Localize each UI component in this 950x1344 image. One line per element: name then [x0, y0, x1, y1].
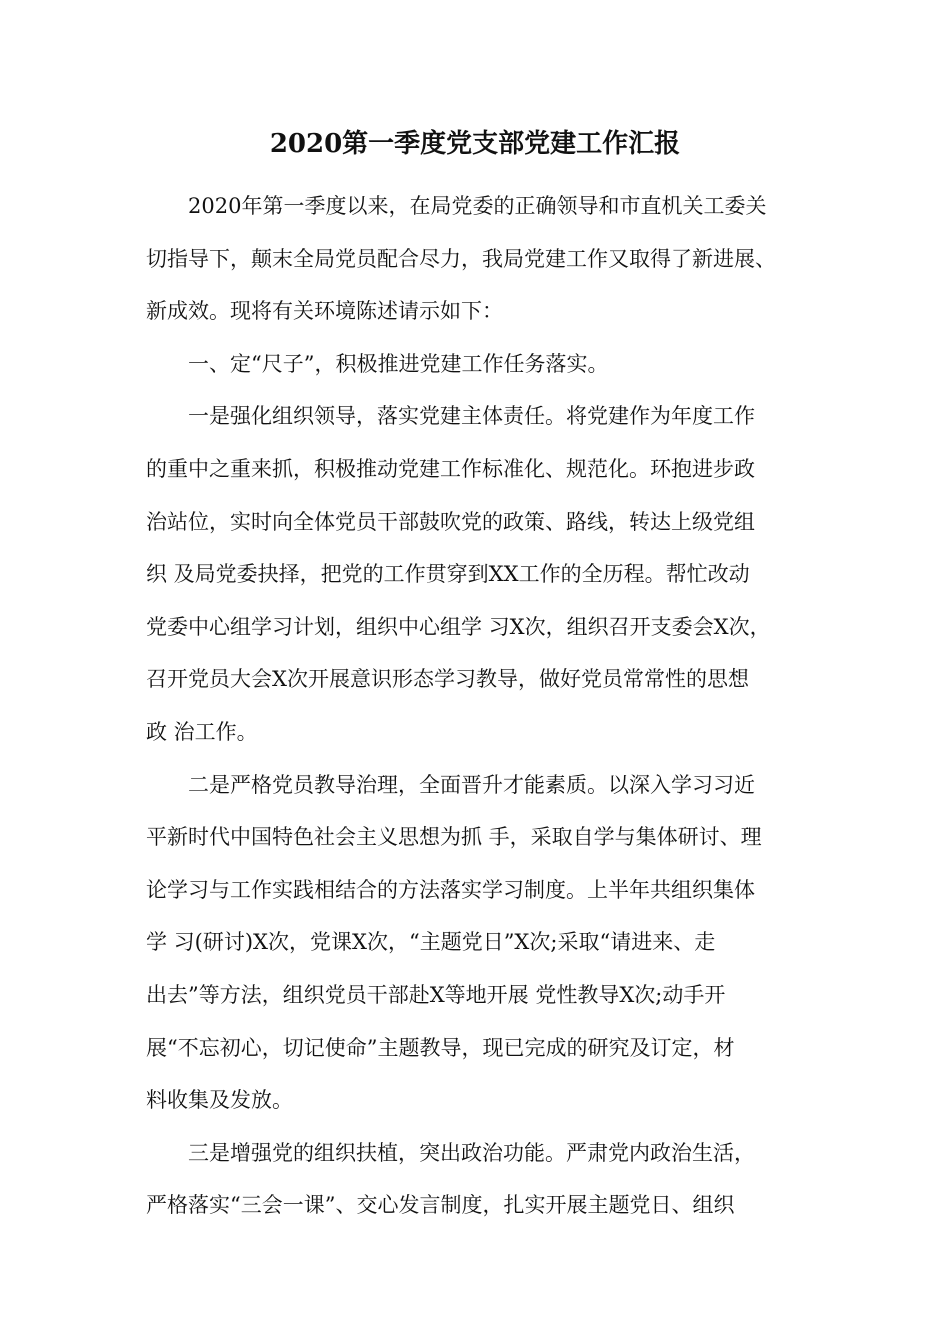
paragraph-line: 2020年第一季度以来，在局党委的正确领导和市直机关工委关 — [188, 194, 767, 218]
paragraph-line: 切指导下，颠末全局党员配合尽力，我局党建工作又取得了新进展、 — [146, 246, 776, 271]
paragraph — [146, 1127, 818, 1232]
paragraph — [146, 390, 818, 758]
paragraph-line: 二是严格党员教导治理，全面晋升才能素质。以深入学习习近 — [188, 772, 755, 797]
paragraph-line: 展“不忘初心，切记使命”主题教导，现已完成的研究及订定，材 — [146, 1035, 735, 1060]
paragraph — [146, 759, 818, 1127]
paragraph-line: 出去”等方法，组织党员干部赴X等地开展 党性教导X次;动手开 — [146, 982, 726, 1007]
paragraph-line: 学 习(研讨)X次，党课X次，“主题党日”X次;采取“请进来、走 — [146, 930, 716, 955]
paragraph-line: 的重中之重来抓，积极推动党建工作标准化、规范化。环抱进步政 — [146, 456, 755, 481]
document-body — [146, 180, 818, 1232]
paragraph-line: 三是增强党的组织扶植，突出政治功能。严肃党内政治生活， — [188, 1140, 755, 1165]
paragraph-line: 一、定“尺子”，积极推进党建工作任务落实。 — [188, 351, 609, 376]
paragraph-line: 料收集及发放。 — [146, 1088, 293, 1113]
paragraph-line: 严格落实“三会一课”、交心发言制度，扎实开展主题党日、组织 — [146, 1193, 735, 1218]
paragraph-line: 新成效。现将有关环境陈述请示如下： — [146, 299, 503, 324]
paragraph — [146, 338, 818, 391]
paragraph-line: 召开党员大会X次开展意识形态学习教导，做好党员常常性的思想 — [146, 667, 749, 692]
paragraph-line: 一是强化组织领导，落实党建主体责任。将党建作为年度工作 — [188, 404, 755, 429]
paragraph-line: 织 及局党委抉择，把党的工作贯穿到XX工作的全历程。帮忙改动 — [146, 562, 750, 587]
paragraph-line: 政 治工作。 — [146, 719, 258, 744]
paragraph-line: 论学习与工作实践相结合的方法落实学习制度。上半年共组织集体 — [146, 877, 755, 902]
paragraph — [146, 180, 818, 338]
document-title: 2020第一季度党支部党建工作汇报 — [269, 129, 681, 159]
paragraph-line: 治站位，实时向全体党员干部鼓吹党的政策、路线，转达上级党组 — [146, 509, 755, 534]
paragraph-line: 平新时代中国特色社会主义思想为抓 手，采取自学与集体研讨、理 — [146, 825, 762, 850]
paragraph-line: 党委中心组学习计划，组织中心组学 习X次，组织召开支委会X次， — [146, 614, 771, 639]
